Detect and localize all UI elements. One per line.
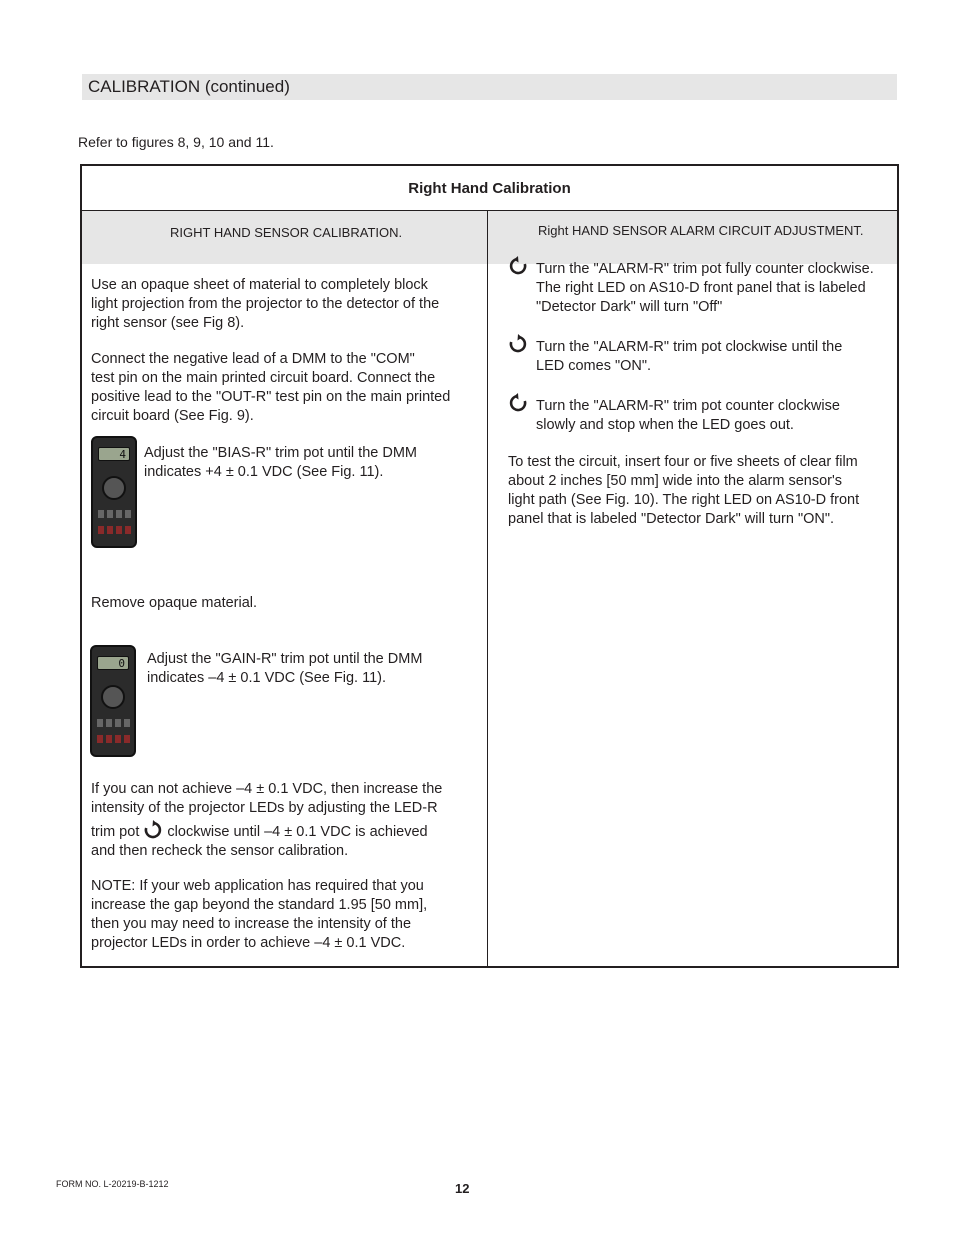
block-light-paragraph: Use an opaque sheet of material to completely block light projection from the projector to the detector of the right sensor (see Fig 8). (91, 277, 440, 331)
table-title: Right Hand Calibration (82, 166, 897, 211)
counter-clockwise-arrow-icon (508, 393, 528, 413)
multimeter-icon (90, 645, 136, 757)
multimeter-display: 4 (98, 447, 130, 461)
section-title: CALIBRATION (continued) (88, 77, 290, 96)
note-paragraph: NOTE: If your web application has required that you increase the gap beyond the standard 1.95 [50 mm], then you may need to increase the intensity of the projector LEDs in order to achieve –4 ± 0.1 VDC. (91, 878, 428, 951)
column-divider (487, 211, 488, 966)
multimeter-display: 0 (97, 656, 129, 670)
clockwise-arrow-icon (508, 334, 528, 354)
multimeter-icon (91, 436, 137, 548)
intro-text: Refer to figures 8, 9, 10 and 11. (78, 134, 274, 150)
calibration-table (80, 164, 899, 968)
counter-clockwise-arrow-icon (508, 256, 528, 276)
connect-dmm-paragraph: Connect the negative lead of a DMM to the "COM" test pin on the main printed circuit board. Connect the positive lead to the "OUT-R" test pin on the main printed circuit board (See Fig. 9). (91, 351, 451, 424)
section-header (82, 74, 897, 100)
page-number: 12 (455, 1181, 470, 1196)
remove-material-text: Remove opaque material. (91, 595, 258, 611)
right-column-heading: Right HAND SENSOR ALARM CIRCUIT ADJUSTMENT. (488, 211, 897, 264)
form-number: FORM NO. L-20219-B-1212 (56, 1179, 169, 1189)
increase-intensity-paragraph: If you can not achieve –4 ± 0.1 VDC, then increase the intensity of the projector LEDs by adjusting the LED-R trim pot clockwise until –4 ± 0.1 VDC is achieved and then recheck the sensor calibration. (91, 781, 443, 859)
alarm-step-1: Turn the "ALARM-R" trim pot fully counter clockwise. The right LED on AS10-D front panel that is labeled "Detector Dark" will turn "Off" (536, 261, 874, 315)
alarm-step-3: Turn the "ALARM-R" trim pot counter clockwise slowly and stop when the LED goes out. (536, 398, 840, 433)
clockwise-arrow-icon (143, 820, 163, 840)
bias-adjust-text: Adjust the "BIAS-R" trim pot until the DMM indicates +4 ± 0.1 VDC (See Fig. 11). (144, 445, 417, 480)
test-circuit-paragraph: To test the circuit, insert four or five sheets of clear film about 2 inches [50 mm] wide into the alarm sensor's light path (See Fig. 10). The right LED on AS10-D front panel that is labeled "Detector Dark" will turn "ON". (508, 454, 860, 527)
left-column-heading: RIGHT HAND SENSOR CALIBRATION. (82, 211, 487, 264)
alarm-step-2: Turn the "ALARM-R" trim pot clockwise until the LED comes "ON". (536, 339, 843, 374)
gain-adjust-text: Adjust the "GAIN-R" trim pot until the DMM indicates –4 ± 0.1 VDC (See Fig. 11). (147, 651, 423, 686)
